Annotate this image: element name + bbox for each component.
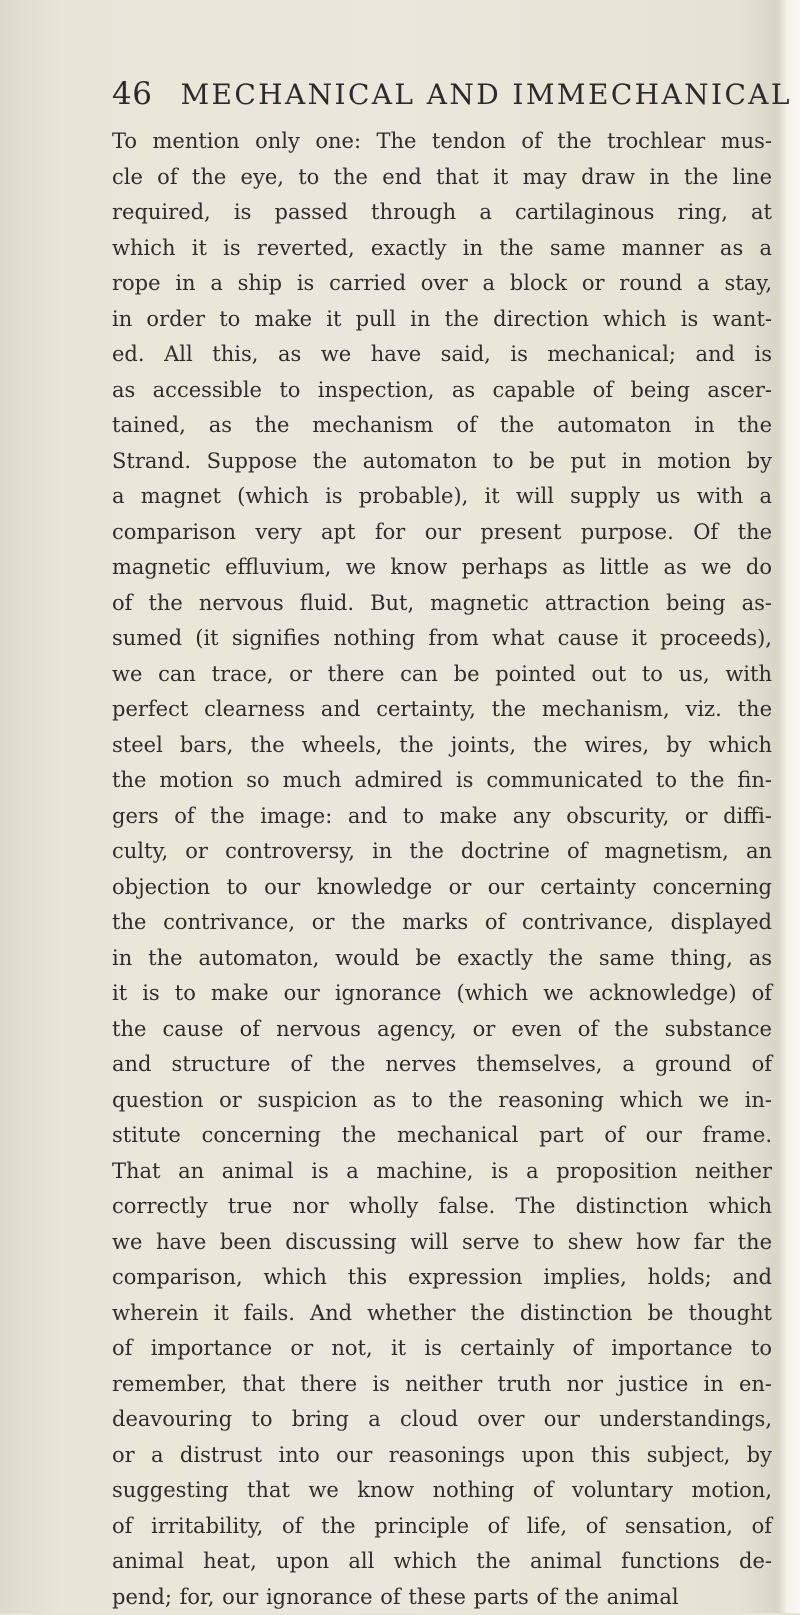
text-line: objection to our knowledge or our certainty concerning [112, 870, 772, 906]
text-line: steel bars, the wheels, the joints, the wires, by which [112, 728, 772, 764]
text-line: suggesting that we know nothing of voluntary motion, [112, 1473, 772, 1509]
text-line: a magnet (which is probable), it will supply us with a [112, 479, 772, 515]
text-line: comparison, which this expression implies, holds; and [112, 1260, 772, 1296]
text-line: culty, or controversy, in the doctrine of magnetism, an [112, 834, 772, 870]
text-line: the contrivance, or the marks of contrivance, displayed [112, 905, 772, 941]
text-line: it is to make our ignorance (which we acknowledge) of [112, 976, 772, 1012]
text-line: or a distrust into our reasonings upon this subject, by [112, 1438, 772, 1474]
text-line: stitute concerning the mechanical part of our frame. [112, 1118, 772, 1154]
text-line: magnetic effluvium, we know perhaps as little as we do [112, 550, 772, 586]
text-line: comparison very apt for our present purpose. Of the [112, 515, 772, 551]
text-line: To mention only one: The tendon of the trochlear mus- [112, 124, 772, 160]
text-line: the motion so much admired is communicated to the fin- [112, 763, 772, 799]
page-number: 46 [112, 76, 152, 112]
text-line: tained, as the mechanism of the automaton in the [112, 408, 772, 444]
text-line: in order to make it pull in the direction which is want- [112, 302, 772, 338]
page-header [112, 76, 772, 116]
text-line: perfect clearness and certainty, the mechanism, viz. the [112, 692, 772, 728]
body-text [112, 124, 772, 1615]
text-line: That an animal is a machine, is a proposition neither [112, 1154, 772, 1190]
text-line: question or suspicion as to the reasoning which we in- [112, 1083, 772, 1119]
text-line: pend; for, our ignorance of these parts of the animal [112, 1580, 772, 1615]
text-line: in the automaton, would be exactly the same thing, as [112, 941, 772, 977]
text-line: sumed (it signifies nothing from what cause it proceeds), [112, 621, 772, 657]
text-line: correctly true nor wholly false. The distinction which [112, 1189, 772, 1225]
text-line: required, is passed through a cartilaginous ring, at [112, 195, 772, 231]
text-line: as accessible to inspection, as capable of being ascer- [112, 373, 772, 409]
text-line: wherein it fails. And whether the distinction be thought [112, 1296, 772, 1332]
text-line: ed. All this, as we have said, is mechanical; and is [112, 337, 772, 373]
text-line: animal heat, upon all which the animal functions de- [112, 1544, 772, 1580]
text-line: gers of the image: and to make any obscurity, or diffi- [112, 799, 772, 835]
text-line: we can trace, or there can be pointed out to us, with [112, 657, 772, 693]
text-line: of importance or not, it is certainly of importance to [112, 1331, 772, 1367]
text-line: we have been discussing will serve to shew how far the [112, 1225, 772, 1261]
text-line: which it is reverted, exactly in the same manner as a [112, 231, 772, 267]
text-line: deavouring to bring a cloud over our understandings, [112, 1402, 772, 1438]
text-line: and structure of the nerves themselves, a ground of [112, 1047, 772, 1083]
text-line: of irritability, of the principle of life, of sensation, of [112, 1509, 772, 1545]
text-line: of the nervous fluid. But, magnetic attraction being as- [112, 586, 772, 622]
text-line: rope in a ship is carried over a block or round a stay, [112, 266, 772, 302]
running-head: MECHANICAL AND IMMECHANICAL [180, 78, 791, 111]
text-line: Strand. Suppose the automaton to be put in motion by [112, 444, 772, 480]
page-edge-shadow [778, 0, 800, 1613]
text-line: remember, that there is neither truth nor justice in en- [112, 1367, 772, 1403]
text-line: cle of the eye, to the end that it may draw in the line [112, 160, 772, 196]
text-line: the cause of nervous agency, or even of the substance [112, 1012, 772, 1048]
